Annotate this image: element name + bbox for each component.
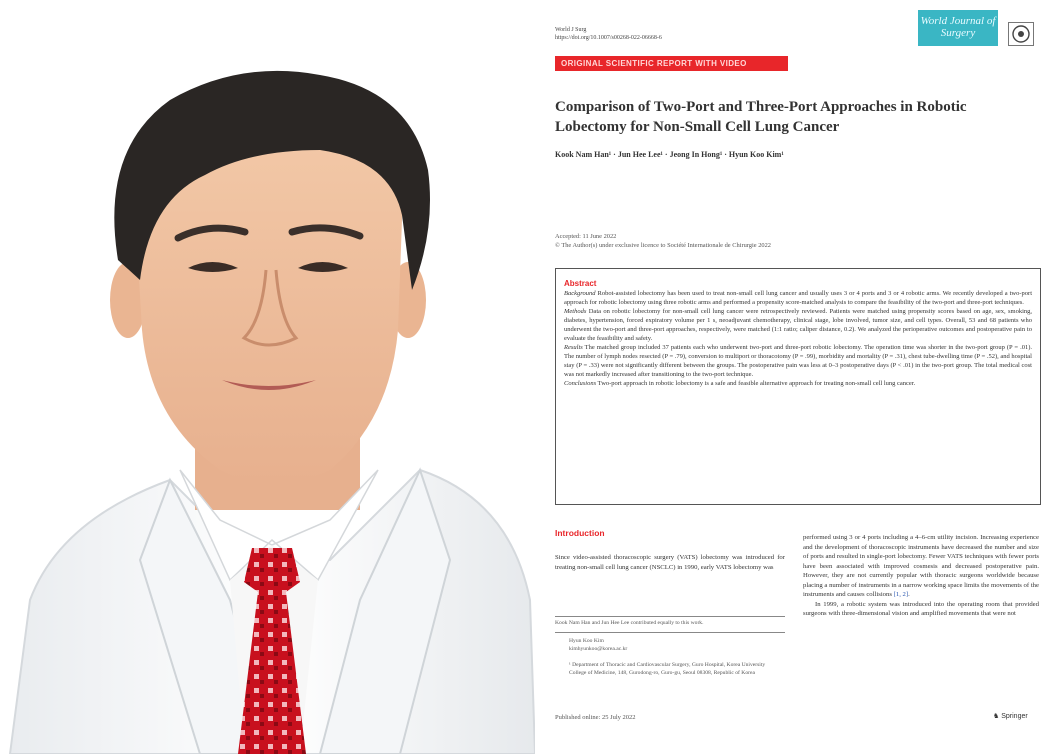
corresponding-email[interactable]: kimhyunkoo@korea.ac.kr [569,645,628,652]
publisher-logo [993,712,1028,720]
results-text: The matched group included 37 patients each who underwent two-port and three-port robotic lobectomy. The operation time was shorter in the two-port group (P = .01). The number of lymph nodes resected (P = .79), conversion to multiport or thoracotomy (P = .99), morbidity and mortality (P = .31), chest tube-dwelling time (P = .52), and hospital stay (P = .33) were not significantly different between the groups. The postoperative pain was less at 0–3 postoperative days (P < .01) in the two-port group. The total medical cost was not markedly increased after transitioning to the two-port technique. [564,343,1032,378]
intro-right-text-2: In 1999, a robotic system was introduced into the operating room that provided surgeons with three-dimensional vision and amplified movements that were not [803,600,1039,617]
footnote-rule-2 [555,632,785,633]
methods-text: Data on robotic lobectomy for non-small cell lung cancer were retrospectively reviewed. Patients were matched using propensity scores based on age, sex, smoking, diabetes, hypertension, forced expiratory volume per 1 s, neoadjuvant chemotherapy, clinical stage, lobe involved, tumor size, and cell types. Overall, 53 and 68 patients who underwent the two-port and three-port approaches, respectively, were matched (1:1 ratio; caliper distance, 0.2). We analyzed the perioperative outcomes and postoperative pain to evaluate the feasibility and safety. [564,307,1033,342]
results-label: Results [564,343,583,351]
intro-right-text: performed using 3 or 4 ports including a 4–6-cm utility incision. Increasing experience and the development of thoracoscopic instruments have decreased the number and size of ports and resulted in single-port lobectomy. Fewer VATS techniques with fewer ports have been associated with improved cosmesis and decreased postoperative pain. However, they are not currently popular with thoracic surgeons worldwide because placing a number of instruments in a narrow working space limits the movements of the instruments and causes collisions [803,534,1039,598]
conclusions-label: Conclusions [564,379,597,387]
introduction-heading: Introduction [555,528,605,538]
contribution-note: Kook Nam Han and Jun Hee Lee contributed equally to this work. [555,620,704,626]
affiliation-note: ¹ Department of Thoracic and Cardiovascular Surgery, Guro Hospital, Korea University College of Medicine, 148, Gurodong-ro, Guro-gu, Seoul 08308, Republic of Korea [569,662,766,676]
paper-first-page [535,0,1051,754]
author-list: Kook Nam Han¹ · Jun Hee Lee¹ · Jeong In Hong¹ · Hyun Koo Kim¹ [555,150,784,159]
copyright-line: © The Author(s) under exclusive licence to Société Internationale de Chirurgie 2022 [555,242,771,249]
doi-link[interactable]: https://doi.org/10.1007/s00268-022-06668-6 [555,35,662,41]
journal-logo: World Journal of Surgery [918,10,998,46]
abstract-heading: Abstract [564,279,597,288]
citation-link[interactable]: [1, 2] [893,591,909,598]
footnote-rule [555,616,785,617]
background-label: Background [564,290,596,297]
running-header [555,26,662,42]
society-emblem-icon [1008,22,1034,46]
article-type-bar: ORIGINAL SCIENTIFIC REPORT WITH VIDEO [555,56,788,71]
journal-citation: World J Surg [555,27,587,33]
methods-label: Methods [564,307,587,315]
intro-left-text: Since video-assisted thoracoscopic surgery (VATS) lobectomy was introduced for treating non-small cell lung cancer (NSCLC) in 1990, early VATS lobectomy was [555,554,785,571]
background-text: Robot-assisted lobectomy has been used to treat non-small cell lung cancer and usually uses 3 or 4 ports and 3 or 4 robotic arms. We recently developed a two-port approach for robotic lobectomy using three robotic arms and performed a propensity score-matched analysis to compare the feasibility of the two-port and three-port techniques. [564,290,1033,306]
abstract-body [564,290,1032,388]
intro-left-column [555,553,785,572]
corresponding-name: Hyun Koo Kim [569,638,604,644]
paper-title: Comparison of Two-Port and Three-Port Approaches in Robotic Lobectomy for Non-Small Cell Lung Cancer [555,99,967,135]
published-online: Published online: 25 July 2022 [555,714,636,721]
dates-block [555,232,771,250]
intro-right-column: performed using 3 or 4 ports including a 4–6-cm utility incision. Increasing experience and the development of thoracoscopic instruments have decreased the number and size of ports and resulted in single-port lobectomy. Fewer VATS techniques with fewer ports have been associated with improved cosmesis and decreased postoperative pain. However, they are not currently popular with thoracic surgeons worldwide because placing a number of instruments in a narrow working space limits the movements of the instruments and causes collisions [1, 2]. In 1999, a robotic system was introduced into the operating room that provided surgeons with three-dimensional vision and amplified movements that were not [803,534,1039,617]
springer-horse-icon: ♞ [993,713,1000,720]
publisher-name: Springer [1001,713,1028,720]
corresponding-author [569,638,627,653]
abstract-box [555,268,1041,505]
accepted-date: Accepted: 11 June 2022 [555,233,617,240]
conclusions-text: Two-port approach in robotic lobectomy is a safe and feasible alternative approach for treating non-small cell lung cancer. [597,379,916,387]
